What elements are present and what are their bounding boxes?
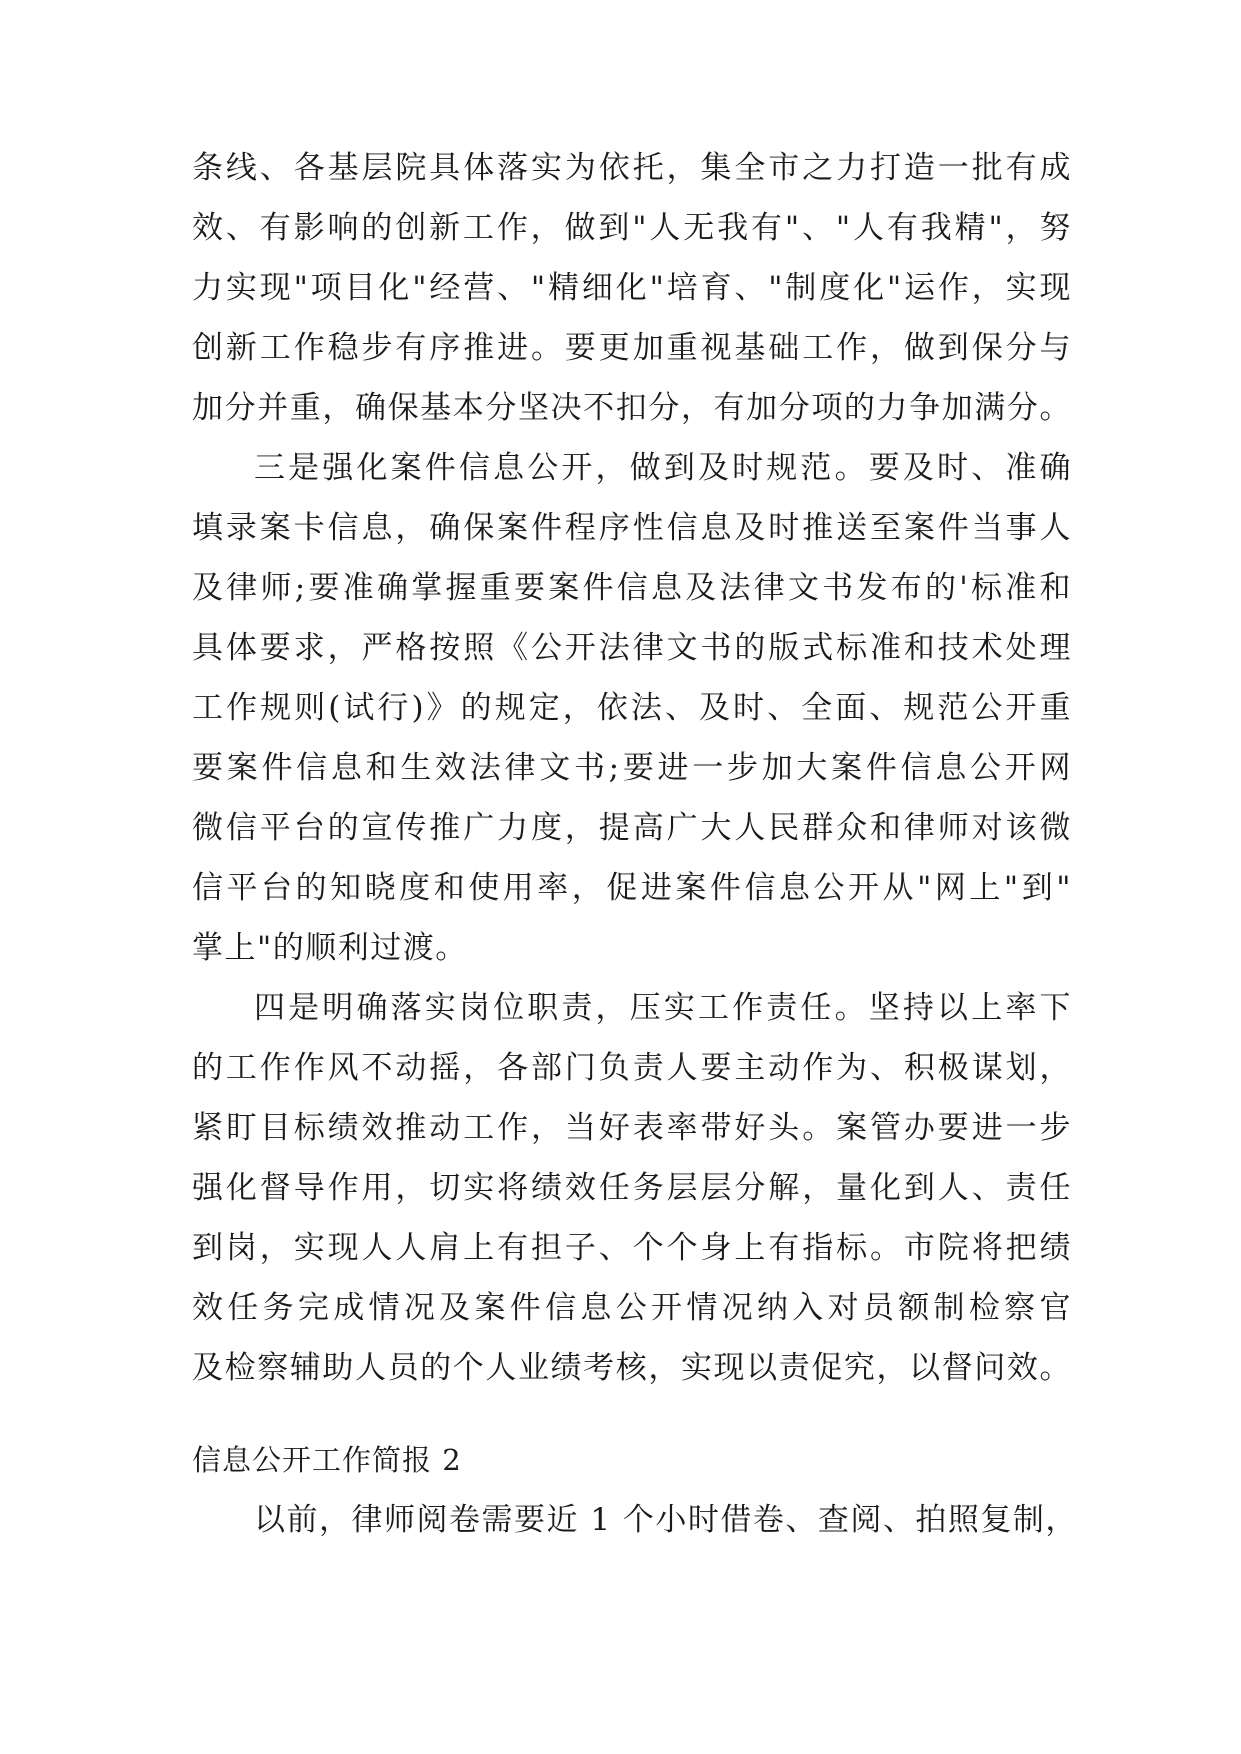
paragraph-line: 强化督导作用，切实将绩效任务层层分解，量化到人、责任 <box>192 1170 1072 1206</box>
paragraph-line: 创新工作稳步有序推进。要更加重视基础工作，做到保分与 <box>192 330 1072 366</box>
paragraph-line: 四是明确落实岗位职责，压实工作责任。坚持以上率下 <box>254 990 1072 1026</box>
paragraph-line: 三是强化案件信息公开，做到及时规范。要及时、准确 <box>254 450 1072 486</box>
paragraph-line: 效、有影响的创新工作，做到"人无我有"、"人有我精"，努 <box>192 210 1072 246</box>
paragraph-line: 微信平台的宣传推广力度，提高广大人民群众和律师对该微 <box>192 810 1072 846</box>
paragraph-line: 工作规则(试行)》的规定，依法、及时、全面、规范公开重 <box>192 690 1072 726</box>
paragraph-line: 效任务完成情况及案件信息公开情况纳入对员额制检察官 <box>192 1290 1072 1326</box>
paragraph-line: 具体要求，严格按照《公开法律文书的版式标准和技术处理 <box>192 630 1072 666</box>
paragraph-line: 到岗，实现人人肩上有担子、个个身上有指标。市院将把绩 <box>192 1230 1072 1266</box>
section-heading: 信息公开工作简报 2 <box>192 1443 462 1477</box>
paragraph-line: 紧盯目标绩效推动工作，当好表率带好头。案管办要进一步 <box>192 1110 1072 1146</box>
paragraph-line: 加分并重，确保基本分坚决不扣分，有加分项的力争加满分。 <box>192 390 1072 426</box>
paragraph-line: 力实现"项目化"经营、"精细化"培育、"制度化"运作，实现 <box>192 270 1072 306</box>
paragraph-line: 以前，律师阅卷需要近 1 个小时借卷、查阅、拍照复制， <box>254 1502 1078 1538</box>
paragraph-line: 掌上"的顺利过渡。 <box>192 930 468 966</box>
paragraph-line: 条线、各基层院具体落实为依托，集全市之力打造一批有成 <box>192 150 1072 186</box>
paragraph-line: 填录案卡信息，确保案件程序性信息及时推送至案件当事人 <box>192 510 1072 546</box>
paragraph-line: 要案件信息和生效法律文书;要进一步加大案件信息公开网 <box>192 750 1072 786</box>
paragraph-line: 及律师;要准确掌握重要案件信息及法律文书发布的'标准和 <box>192 570 1072 606</box>
paragraph-line: 信平台的知晓度和使用率，促进案件信息公开从"网上"到" <box>192 870 1072 906</box>
paragraph-line: 的工作作风不动摇，各部门负责人要主动作为、积极谋划， <box>192 1050 1072 1086</box>
paragraph-line: 及检察辅助人员的个人业绩考核，实现以责促究，以督问效。 <box>192 1350 1072 1386</box>
